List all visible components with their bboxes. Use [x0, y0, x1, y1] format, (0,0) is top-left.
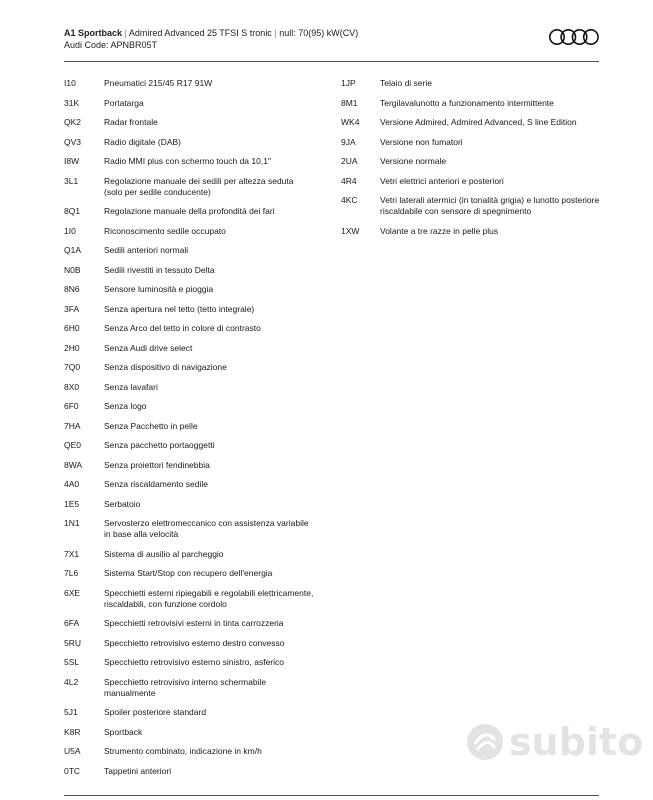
option-description: Specchietti esterni ripiegabili e regolabili elettricamente, riscaldabili, con funzione cordolo — [104, 587, 314, 609]
header-separator: | — [124, 28, 127, 38]
option-description: Sensore luminosità e pioggia — [104, 284, 214, 294]
option-code: 31K — [64, 97, 80, 108]
option-description: Sistema Start/Stop con recupero dell'energia — [104, 568, 273, 578]
option-code: 5SL — [64, 657, 80, 667]
option-code: 8Q1 — [64, 206, 81, 216]
option-code: 1XW — [341, 225, 360, 236]
equipment-row — [341, 156, 601, 167]
equipment-row — [64, 766, 314, 777]
option-description: Senza dispositivo di navigazione — [104, 362, 227, 372]
option-description: Sedili rivestiti in tessuto Delta — [104, 264, 215, 275]
header-divider — [64, 61, 599, 62]
equipment-row — [64, 588, 314, 610]
equipment-row — [64, 245, 314, 256]
option-code: 2UA — [341, 156, 358, 166]
option-code: 1JP — [341, 78, 356, 88]
option-code: 6XE — [64, 587, 81, 598]
option-code: 4A0 — [64, 479, 80, 489]
option-description: Radar frontale — [104, 117, 158, 127]
option-code: 3FA — [64, 303, 80, 314]
option-code: 5RU — [64, 637, 82, 648]
option-code: 8WA — [64, 459, 83, 470]
equipment-row — [341, 137, 601, 148]
option-code: U5A — [64, 746, 81, 756]
watermark-text: subito — [509, 720, 644, 764]
equipment-row — [64, 265, 314, 276]
equipment-row — [341, 226, 601, 237]
option-description: Senza riscaldamento sedile — [104, 479, 208, 489]
equipment-row — [64, 323, 314, 334]
equipment-row — [64, 638, 314, 649]
equipment-row — [64, 78, 314, 89]
equipment-row — [341, 117, 601, 128]
option-description: Riconoscimento sedile occupato — [104, 225, 226, 236]
option-description: Senza Arco del tetto in colore di contrasto — [104, 323, 261, 333]
option-description: Sedili anteriori normali — [104, 245, 189, 255]
equipment-row — [64, 362, 314, 373]
equipment-row — [64, 479, 314, 490]
option-code: 7X1 — [64, 548, 80, 559]
equipment-row — [64, 137, 314, 148]
equipment-list-left — [64, 78, 314, 785]
document-header — [64, 27, 358, 51]
equipment-row — [64, 421, 314, 432]
equipment-row — [64, 284, 314, 295]
equipment-row — [64, 568, 314, 579]
equipment-row — [341, 176, 601, 187]
equipment-row — [64, 98, 314, 109]
option-description: Vetri laterali atermici (in tonalità grigia) e lunotto posteriore riscaldabile con sensore di spegnimento — [380, 195, 600, 216]
equipment-row — [64, 226, 314, 237]
header-separator-2: | — [274, 28, 277, 38]
option-description: Senza apertura nel tetto (tetto integrale) — [104, 303, 255, 314]
option-description: Versione non fumatori — [380, 136, 463, 147]
equipment-row — [64, 304, 314, 315]
equipment-row — [64, 460, 314, 471]
option-description: Versione Admired, Admired Advanced, S line Edition — [380, 117, 577, 127]
option-description: Specchietto retrovisivo esterno sinistro, asferico — [104, 657, 284, 667]
footer-divider — [64, 795, 599, 796]
option-code: 6F0 — [64, 401, 79, 411]
equipment-row — [341, 195, 601, 217]
option-description: Volante a tre razze in pelle plus — [380, 225, 499, 236]
equipment-row — [64, 156, 314, 167]
equipment-row — [341, 98, 601, 109]
option-description: Specchietti retrovisivi esterni in tinta carrozzeria — [104, 618, 284, 628]
option-code: 6FA — [64, 618, 80, 628]
option-description: Senza Pacchetto in pelle — [104, 420, 198, 431]
option-code: Q1A — [64, 245, 82, 255]
subito-watermark — [463, 718, 644, 766]
option-code: 0TC — [64, 765, 81, 776]
equipment-row — [64, 343, 314, 354]
option-description: Serbatoio — [104, 498, 141, 509]
model-variant: Admired Advanced 25 TFSI S tronic — [128, 28, 272, 38]
equipment-row — [341, 78, 601, 89]
option-description: Senza proiettori fendinebbia — [104, 459, 210, 470]
option-code: 7Q0 — [64, 362, 81, 372]
equipment-row — [64, 618, 314, 629]
option-description: Versione normale — [380, 156, 447, 166]
equipment-row — [64, 746, 314, 757]
option-description: Specchietto retrovisivo interno schermabile manualmente — [104, 676, 267, 698]
option-code: QE0 — [64, 440, 82, 450]
header-line-1 — [64, 27, 358, 39]
equipment-row — [64, 206, 314, 217]
option-code: 8M1 — [341, 97, 358, 108]
option-code: 1N1 — [64, 518, 80, 528]
option-description: Senza pacchetto portaoggetti — [104, 440, 215, 450]
option-code: 7HA — [64, 420, 81, 431]
equipment-row — [64, 401, 314, 412]
option-code: 7L6 — [64, 568, 79, 578]
subito-logo-icon — [467, 724, 503, 760]
option-code: QV3 — [64, 136, 82, 147]
option-code: N0B — [64, 264, 81, 275]
option-code: 6H0 — [64, 323, 80, 333]
equipment-row — [64, 727, 314, 738]
engine-spec: null: 70(95) kW(CV) — [279, 28, 359, 38]
option-description: Servosterzo elettromeccanico con assistenza variabile in base alla velocità — [104, 518, 309, 539]
option-code: QK2 — [64, 117, 82, 127]
option-description: Sportback — [104, 726, 143, 737]
option-code: 5J1 — [64, 707, 78, 717]
option-description: Tergilavalunotto a funzionamento intermittente — [380, 97, 554, 108]
option-description: Radio MMI plus con schermo touch da 10,1" — [104, 156, 271, 166]
equipment-row — [64, 176, 314, 198]
equipment-row — [64, 499, 314, 510]
option-code: 3L1 — [64, 175, 79, 186]
option-description: Senza Audi drive select — [104, 342, 193, 353]
option-code: I10 — [64, 78, 76, 88]
option-code: 1I0 — [64, 225, 76, 236]
option-description: Specchietto retrovisivo esterno destro convesso — [104, 637, 285, 648]
option-description: Spoiler posteriore standard — [104, 707, 207, 717]
option-code: 1E5 — [64, 498, 80, 509]
equipment-row — [64, 549, 314, 560]
option-code: WK4 — [341, 117, 360, 127]
equipment-list-right — [341, 78, 601, 245]
option-description: Regolazione manuale della profondità dei fari — [104, 206, 275, 216]
option-code: 4R4 — [341, 175, 357, 186]
option-description: Pneumatici 215/45 R17 91W — [104, 78, 213, 88]
equipment-row — [64, 677, 314, 699]
equipment-row — [64, 382, 314, 393]
option-description: Regolazione manuale dei sedili per altezza seduta (solo per sedile conducente) — [104, 175, 294, 197]
option-code: K8R — [64, 726, 81, 737]
option-description: Tappetini anteriori — [104, 765, 172, 776]
option-code: 2H0 — [64, 342, 80, 353]
option-description: Senza lavafari — [104, 381, 158, 392]
option-description: Strumento combinato, indicazione in km/h — [104, 746, 262, 756]
option-code: 4L2 — [64, 676, 79, 687]
option-code: I8W — [64, 156, 80, 166]
option-description: Radio digitale (DAB) — [104, 136, 182, 147]
option-code: 4KC — [341, 195, 358, 205]
option-description: Senza logo — [104, 401, 147, 411]
equipment-row — [64, 707, 314, 718]
equipment-row — [64, 657, 314, 668]
option-code: 8X0 — [64, 381, 80, 392]
option-description: Sistema di ausilio al parcheggio — [104, 548, 224, 559]
audi-rings-logo-icon — [548, 28, 600, 46]
model-name: A1 Sportback — [64, 28, 123, 38]
option-description: Telaio di serie — [380, 78, 432, 88]
option-description: Portatarga — [104, 97, 144, 108]
equipment-row — [64, 518, 314, 540]
equipment-row — [64, 117, 314, 128]
option-description: Vetri elettrici anteriori e posteriori — [380, 175, 504, 186]
audi-code: Audi Code: APNBR05T — [64, 40, 158, 50]
option-code: 9JA — [341, 136, 356, 147]
equipment-row — [64, 440, 314, 451]
option-code: 8N6 — [64, 284, 80, 294]
